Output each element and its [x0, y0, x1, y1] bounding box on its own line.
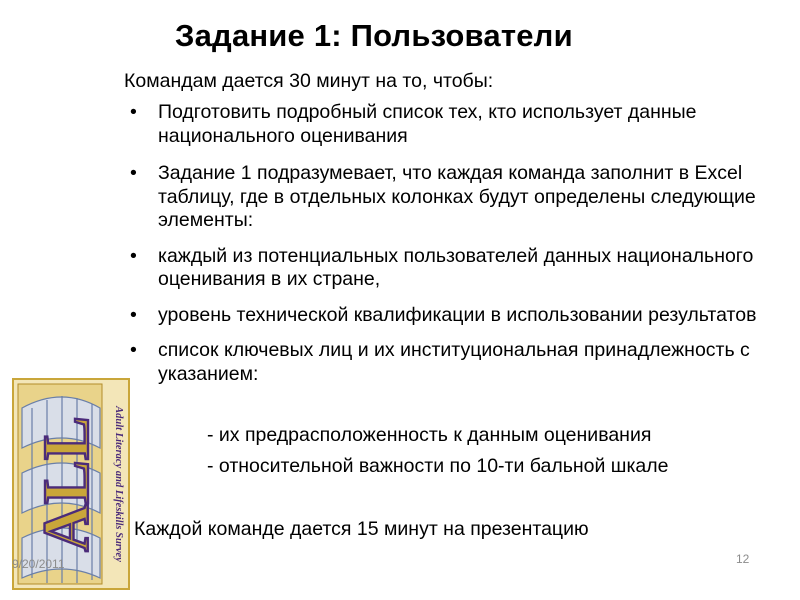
- bullet-item: • Подготовить подробный список тех, кто использует данные национального оценивания: [128, 101, 778, 148]
- logo-letters-text: ALL: [30, 416, 103, 552]
- bullet-item: • каждый из потенциальных пользователей данных национального оценивания в их стране,: [128, 245, 778, 292]
- bullet-item: • Задание 1 подразумевает, что каждая команда заполнит в Excel таблицу, где в отдельных колонках будут определены следующие элементы:: [128, 162, 778, 233]
- sub-item: - относительной важности по 10-ти бальной шкале: [207, 455, 669, 477]
- logo-letters: [30, 416, 103, 552]
- slide-date: 9/20/2011: [12, 557, 65, 571]
- intro-text: Командам дается 30 минут на то, чтобы:: [124, 70, 494, 92]
- closing-text: Каждой команде дается 15 минут на презентацию: [134, 518, 589, 540]
- slide-title: Задание 1: Пользователи: [175, 18, 573, 53]
- logo-side-text: Adult Literacy and Lifeskills Survey: [113, 406, 124, 562]
- bullet-list: [128, 101, 778, 386]
- bullet-item: • список ключевых лиц и их институциональная принадлежность с указанием:: [128, 339, 778, 386]
- sub-item: - их предрасположенность к данным оценивания: [207, 424, 652, 446]
- page-number: 12: [736, 552, 750, 566]
- bullet-item: • уровень технической квалификации в использовании результатов: [128, 304, 778, 328]
